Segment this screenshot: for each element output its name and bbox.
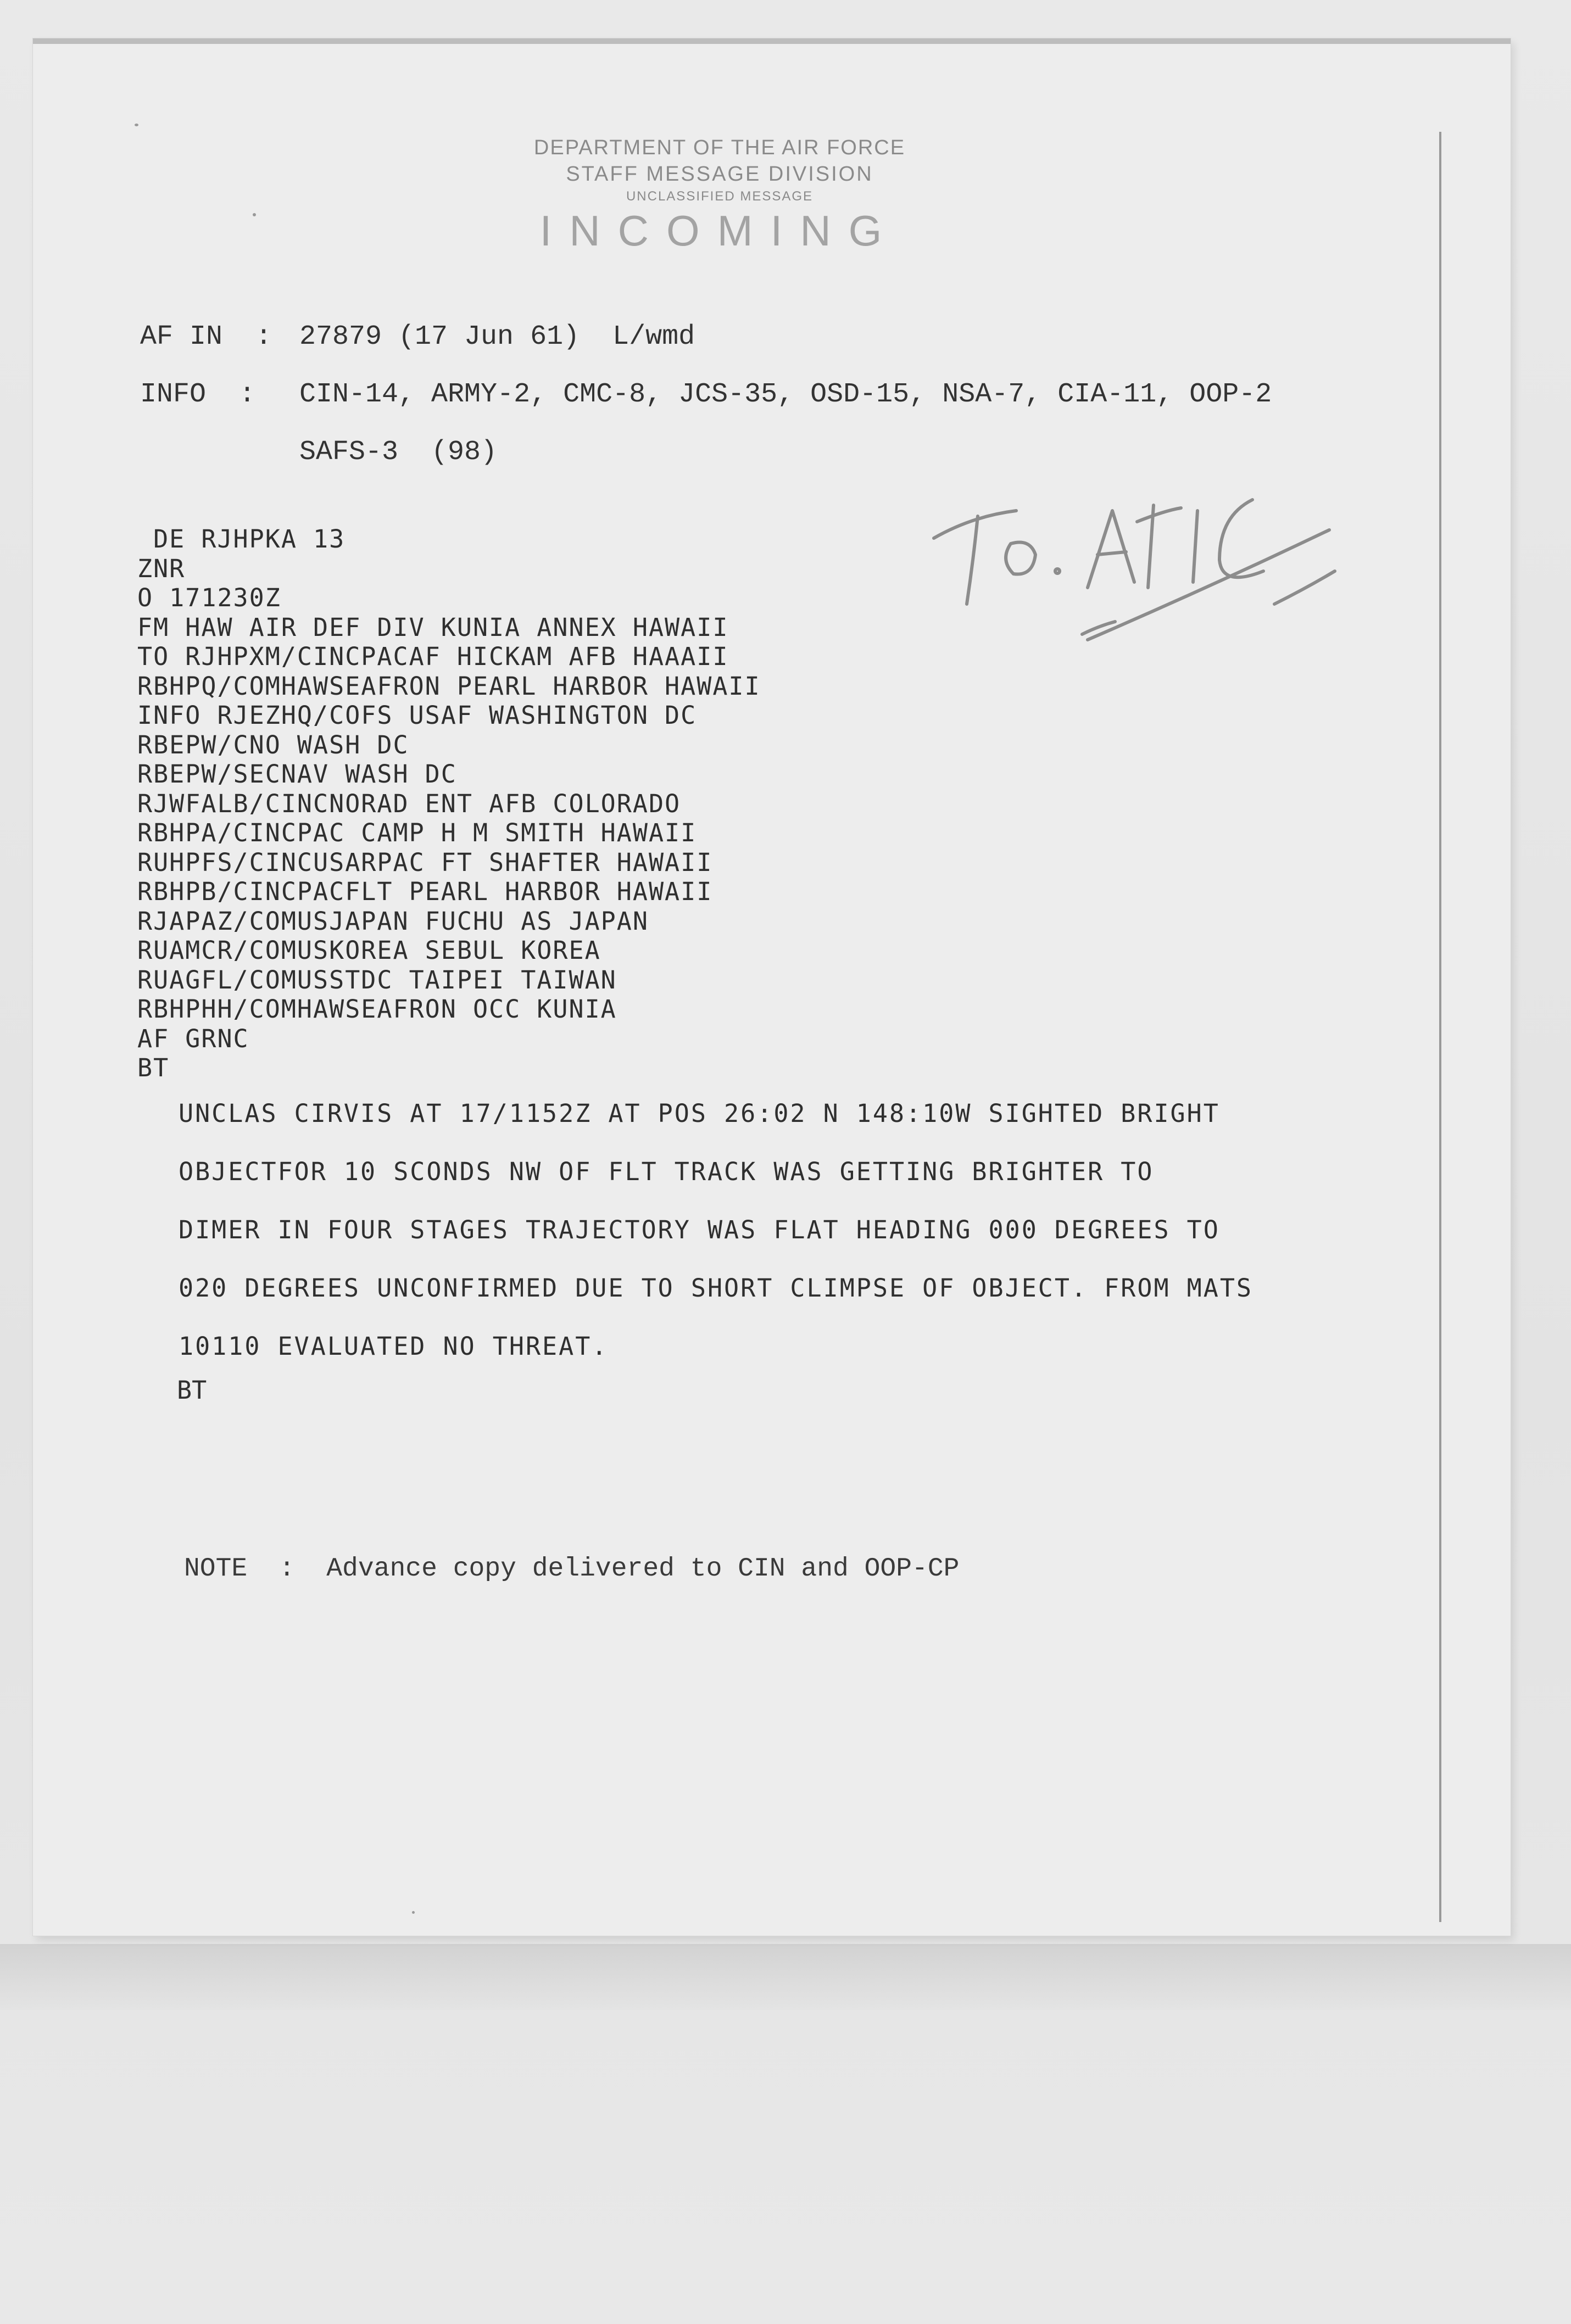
- note-text: Advance copy delivered to CIN and OOP-CP: [326, 1554, 960, 1584]
- routing-line: FM HAW AIR DEF DIV KUNIA ANNEX HAWAII: [137, 612, 729, 642]
- scan-speck: [253, 213, 256, 216]
- routing-line: RUAGFL/COMUSSTDC TAIPEI TAIWAN: [137, 965, 617, 995]
- routing-line: RBHPQ/COMHAWSEAFRON PEARL HARBOR HAWAII: [137, 671, 761, 701]
- note-label: NOTE :: [184, 1554, 295, 1584]
- routing-line: RBHPHH/COMHAWSEAFRON OCC KUNIA: [137, 995, 617, 1024]
- routing-line: INFO RJEZHQ/COFS USAF WASHINGTON DC: [137, 701, 697, 730]
- af-in-value: 27879 (17 Jun 61) L/wmd: [299, 321, 695, 353]
- af-in-label: AF IN :: [140, 321, 272, 353]
- message-line: 020 DEGREES UNCONFIRMED DUE TO SHORT CLIMPSE OF OBJECT. FROM MATS: [179, 1273, 1253, 1303]
- message-line: OBJECTFOR 10 SCONDS NW OF FLT TRACK WAS GETTING BRIGHTER TO: [179, 1157, 1154, 1186]
- message-body: [179, 1085, 1253, 1376]
- routing-line: AF GRNC: [137, 1024, 249, 1053]
- letterhead-department: DEPARTMENT OF THE AIR FORCE: [533, 136, 906, 159]
- routing-line: RBHPB/CINCPACFLT PEARL HARBOR HAWAII: [137, 877, 713, 906]
- routing-line: DE RJHPKA 13: [137, 524, 346, 554]
- letterhead: [417, 135, 1022, 255]
- routing-line: ZNR: [137, 554, 186, 583]
- message-line: DIMER IN FOUR STAGES TRAJECTORY WAS FLAT HEADING 000 DEGREES TO: [179, 1215, 1220, 1244]
- message-line: UNCLAS CIRVIS AT 17/1152Z AT POS 26:02 N 148:10W SIGHTED BRIGHT: [179, 1099, 1220, 1128]
- info-label: INFO :: [140, 379, 256, 410]
- handwritten-routing-note: [923, 478, 1340, 643]
- routing-line: RBHPA/CINCPAC CAMP H M SMITH HAWAII: [137, 818, 697, 847]
- routing-line: RJAPAZ/COMUSJAPAN FUCHU AS JAPAN: [137, 906, 649, 936]
- routing-line: RUAMCR/COMUSKOREA SEBUL KOREA: [137, 936, 601, 965]
- scan-speck: [135, 124, 138, 126]
- message-sheet: [33, 38, 1511, 1936]
- sheet-top-edge: [33, 38, 1511, 44]
- routing-line: RBEPW/SECNAV WASH DC: [137, 759, 457, 789]
- letterhead-direction: INCOMING: [539, 206, 900, 255]
- routing-line: TO RJHPXM/CINCPACAF HICKAM AFB HAAAII: [137, 642, 729, 671]
- routing-line: RBEPW/CNO WASH DC: [137, 730, 409, 759]
- routing-line: O 171230Z: [137, 583, 281, 612]
- routing-line: RJWFALB/CINCNORAD ENT AFB COLORADO: [137, 789, 681, 818]
- letterhead-division: STAFF MESSAGE DIVISION: [566, 163, 873, 186]
- routing-line: RUHPFS/CINCUSARPAC FT SHAFTER HAWAII: [137, 847, 713, 877]
- break-marker: BT: [177, 1376, 207, 1405]
- routing-line: BT: [137, 1053, 170, 1082]
- info-distribution-continued: SAFS-3 (98): [299, 437, 498, 468]
- scan-bottom-edge: [0, 1944, 1571, 2010]
- info-distribution: CIN-14, ARMY-2, CMC-8, JCS-35, OSD-15, NSA-7, CIA-11, OOP-2: [299, 379, 1272, 410]
- letterhead-classification: UNCLASSIFIED MESSAGE: [626, 189, 814, 204]
- scan-speck: [412, 1911, 415, 1914]
- sheet-right-border: [1439, 132, 1441, 1922]
- message-line: 10110 EVALUATED NO THREAT.: [179, 1332, 609, 1361]
- routing-block: [137, 524, 761, 1083]
- note-line: [184, 1554, 959, 1584]
